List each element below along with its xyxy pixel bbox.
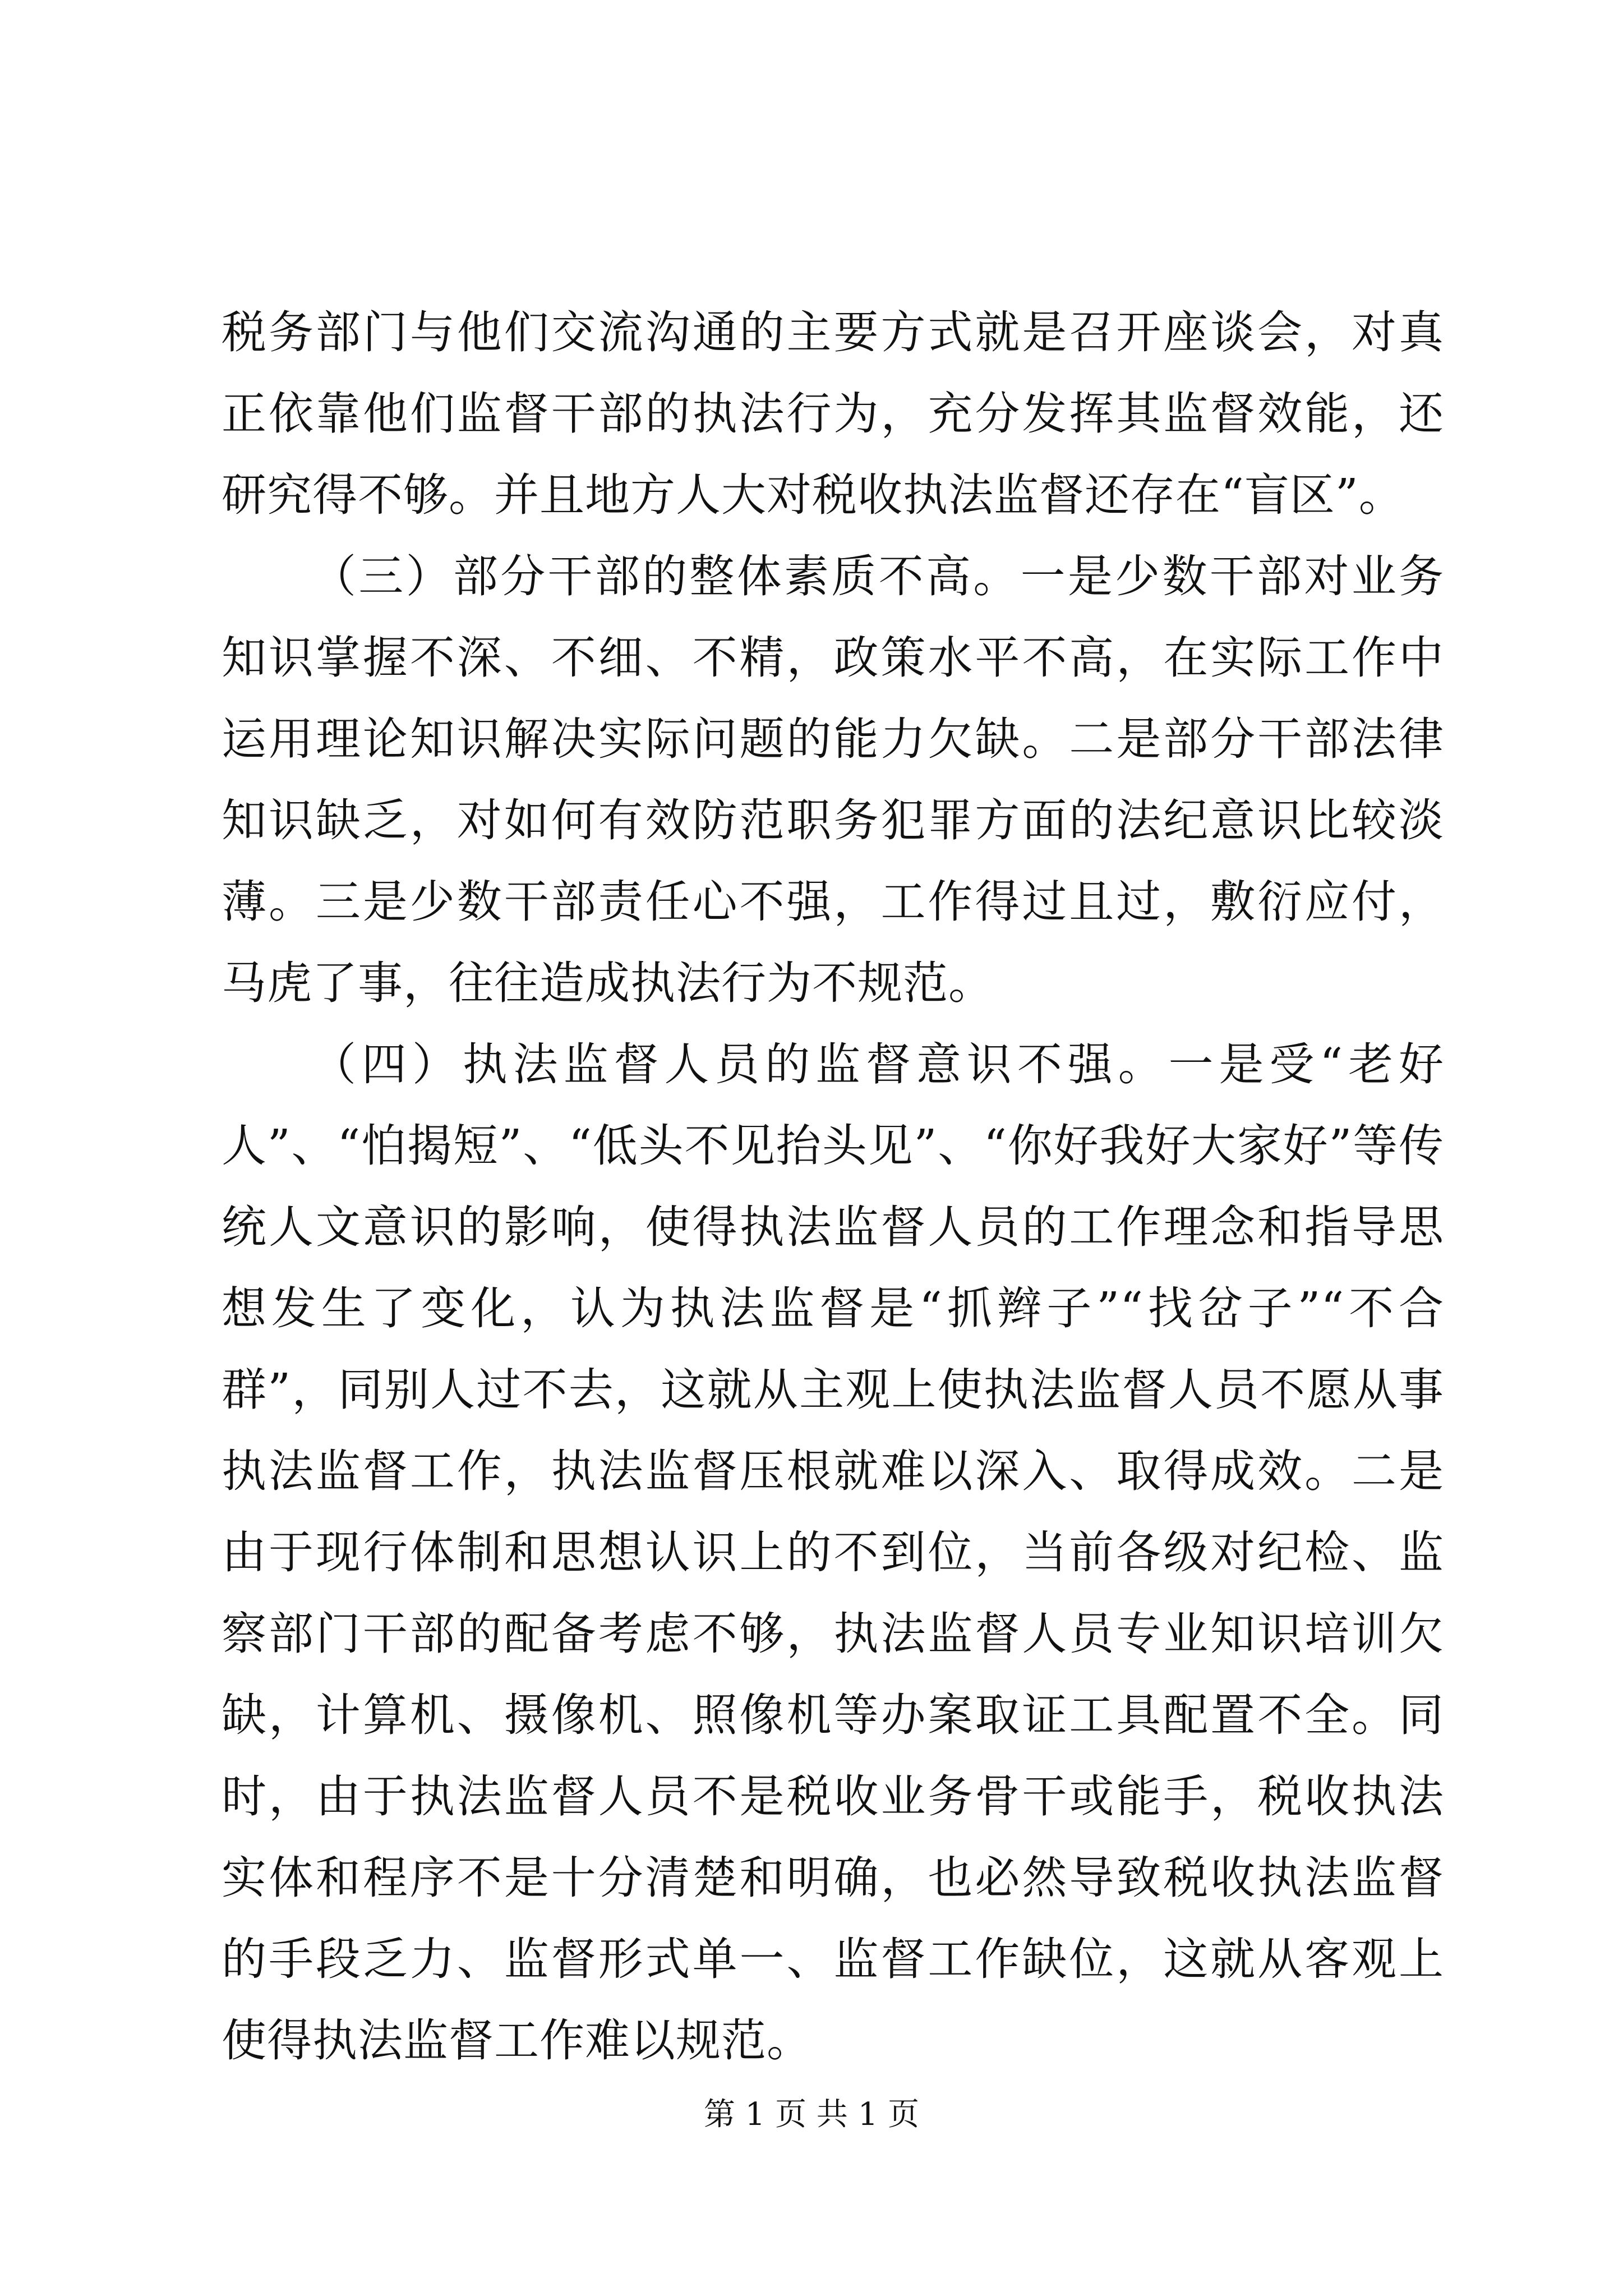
paragraph-continuation: 税务部门与他们交流沟通的主要方式就是召开座谈会，对真正依靠他们监督干部的执法行为，充分发挥其监督效能，还研究得不够。并且地方人大对税收执法监督还存在“盲区”。 <box>222 306 1444 521</box>
document-body <box>222 292 1444 2081</box>
page-number-footer: 第 1 页 共 1 页 <box>703 2096 920 2133</box>
paragraph-section-four: （四）执法监督人员的监督意识不强。一是受“老好人”、“怕揭短”、“低头不见抬头见”、“你好我好大家好”等传统人文意识的影响，使得执法监督人员的工作理念和指导思想发生了变化，认为执法监督是“抓辫子”“找岔子”“不合群”，同别人过不去，这就从主观上使执法监督人员不愿从事执法监督工作，执法监督压根就难以深入、取得成效。二是由于现行体制和思想认识上的不到位，当前各级对纪检、监察部门干部的配备考虑不够，执法监督人员专业知识培训欠缺，计算机、摄像机、照像机等办案取证工具配置不全。同时，由于执法监督人员不是税收业务骨干或能手，税收执法实体和程序不是十分清楚和明确，也必然导致税收执法监督的手段乏力、监督形式单一、监督工作缺位，这就从客观上使得执法监督工作难以规范。 <box>222 1038 1444 2067</box>
paragraph-section-three: （三）部分干部的整体素质不高。一是少数干部对业务知识掌握不深、不细、不精，政策水平不高，在实际工作中运用理论知识解决实际问题的能力欠缺。二是部分干部法律知识缺乏，对如何有效防范职务犯罪方面的法纪意识比较淡薄。三是少数干部责任心不强，工作得过且过，敷衍应付，马虎了事，往往造成执法行为不规范。 <box>222 550 1444 1009</box>
